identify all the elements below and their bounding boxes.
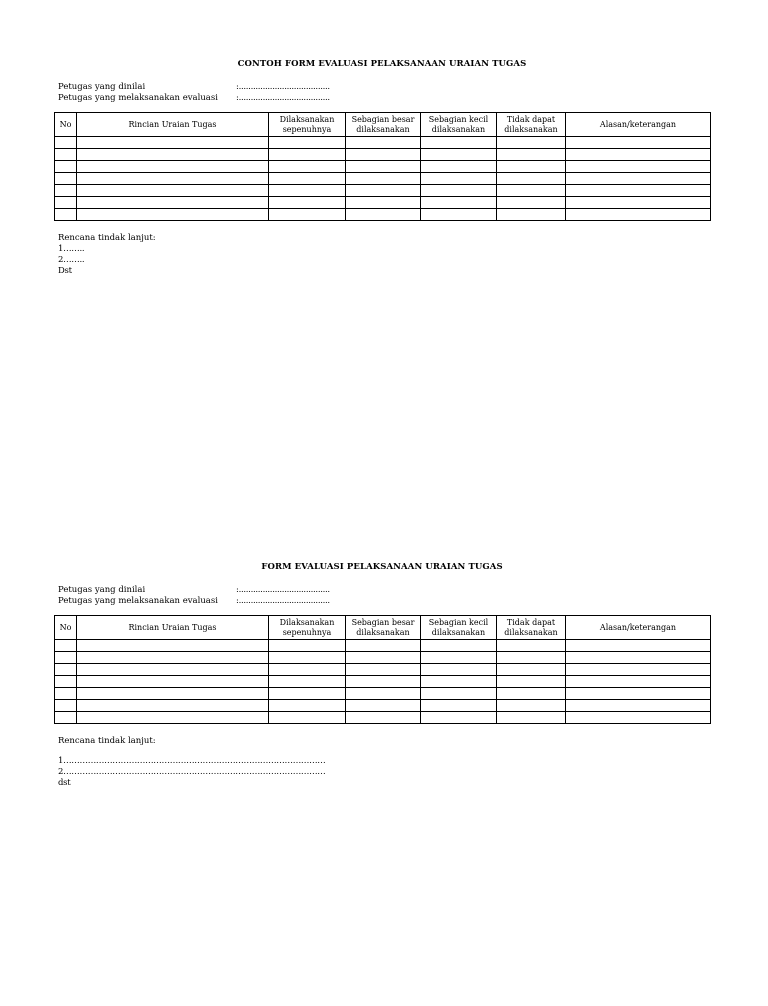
followup-block: [58, 736, 710, 789]
table-cell: [77, 149, 269, 161]
table-row: [55, 137, 711, 149]
table-cell: [566, 652, 711, 664]
table-cell: [566, 664, 711, 676]
table-cell: [497, 712, 566, 724]
table-cell: [497, 676, 566, 688]
followup-line-2: 2……………………………………………………………………………………: [58, 767, 326, 777]
followup-line-3: dst: [58, 778, 71, 788]
column-header-not-done: Tidak dapat dilaksanakan: [497, 616, 566, 640]
table-cell: [77, 161, 269, 173]
column-header-task: Rincian Uraian Tugas: [77, 113, 269, 137]
table-cell: [421, 137, 497, 149]
table-row: [55, 209, 711, 221]
table-cell: [55, 676, 77, 688]
table-cell: [269, 700, 346, 712]
table-cell: [346, 700, 421, 712]
table-row: [55, 688, 711, 700]
followup-block: [58, 233, 710, 277]
info-value: :......................................: [236, 596, 330, 606]
table-cell: [497, 652, 566, 664]
table-cell: [77, 688, 269, 700]
table-cell: [497, 700, 566, 712]
info-block: [58, 82, 710, 104]
table-cell: [566, 676, 711, 688]
table-header-row: [55, 616, 711, 640]
table-cell: [421, 676, 497, 688]
table-cell: [421, 185, 497, 197]
column-header-mostly: Sebagian besar dilaksanakan: [346, 113, 421, 137]
table-cell: [497, 688, 566, 700]
table-cell: [55, 712, 77, 724]
table-body: [55, 137, 711, 221]
column-header-task: Rincian Uraian Tugas: [77, 616, 269, 640]
table-cell: [269, 688, 346, 700]
table-cell: [566, 161, 711, 173]
table-cell: [77, 209, 269, 221]
table-row: [55, 149, 711, 161]
column-header-reason: Alasan/keterangan: [566, 616, 711, 640]
table-cell: [269, 712, 346, 724]
table-cell: [77, 664, 269, 676]
table-cell: [269, 640, 346, 652]
table-cell: [77, 137, 269, 149]
table-row: [55, 640, 711, 652]
info-value: :......................................: [236, 585, 330, 595]
table-cell: [55, 640, 77, 652]
table-cell: [497, 664, 566, 676]
table-row: [55, 712, 711, 724]
table-cell: [497, 161, 566, 173]
followup-line-1: 1……..: [58, 244, 85, 254]
table-cell: [55, 149, 77, 161]
table-cell: [346, 197, 421, 209]
table-cell: [566, 197, 711, 209]
table-cell: [566, 185, 711, 197]
evaluation-table: [54, 615, 711, 724]
table-cell: [566, 209, 711, 221]
table-cell: [566, 640, 711, 652]
followup-label: Rencana tindak lanjut:: [58, 736, 156, 746]
table-cell: [77, 652, 269, 664]
table-cell: [77, 712, 269, 724]
table-cell: [269, 161, 346, 173]
table-cell: [566, 700, 711, 712]
table-cell: [346, 712, 421, 724]
table-cell: [77, 700, 269, 712]
table-cell: [269, 173, 346, 185]
table-cell: [346, 640, 421, 652]
table-row: [55, 652, 711, 664]
table-cell: [421, 688, 497, 700]
table-cell: [269, 209, 346, 221]
table-cell: [55, 197, 77, 209]
table-cell: [497, 137, 566, 149]
table-cell: [346, 161, 421, 173]
table-cell: [269, 652, 346, 664]
table-cell: [346, 137, 421, 149]
table-row: [55, 700, 711, 712]
column-header-not-done: Tidak dapat dilaksanakan: [497, 113, 566, 137]
form-title: FORM EVALUASI PELAKSANAAN URAIAN TUGAS: [261, 562, 503, 572]
table-cell: [421, 173, 497, 185]
table-row: [55, 676, 711, 688]
info-value: :......................................: [236, 82, 330, 92]
table-cell: [55, 185, 77, 197]
table-cell: [346, 173, 421, 185]
form-2: [54, 561, 710, 789]
table-cell: [55, 700, 77, 712]
table-cell: [55, 652, 77, 664]
table-cell: [55, 664, 77, 676]
table-cell: [497, 173, 566, 185]
table-cell: [421, 209, 497, 221]
info-label: Petugas yang dinilai: [58, 82, 146, 92]
column-header-no: No: [55, 616, 77, 640]
column-header-no: No: [55, 113, 77, 137]
evaluation-table: [54, 112, 711, 221]
table-cell: [497, 640, 566, 652]
table-cell: [421, 161, 497, 173]
table-cell: [269, 185, 346, 197]
info-label: Petugas yang melaksanakan evaluasi: [58, 93, 218, 103]
table-cell: [55, 173, 77, 185]
table-row: [55, 197, 711, 209]
table-cell: [77, 640, 269, 652]
table-cell: [269, 676, 346, 688]
table-cell: [421, 640, 497, 652]
table-row: [55, 173, 711, 185]
table-cell: [77, 197, 269, 209]
table-cell: [346, 688, 421, 700]
table-cell: [566, 137, 711, 149]
form-1: [54, 58, 710, 277]
table-cell: [77, 173, 269, 185]
table-cell: [269, 664, 346, 676]
table-row: [55, 185, 711, 197]
column-header-fully: Dilaksanakan sepenuhnya: [269, 616, 346, 640]
table-cell: [566, 149, 711, 161]
table-cell: [421, 197, 497, 209]
column-header-fully: Dilaksanakan sepenuhnya: [269, 113, 346, 137]
table-row: [55, 664, 711, 676]
table-cell: [269, 197, 346, 209]
form-title: CONTOH FORM EVALUASI PELAKSANAAN URAIAN TUGAS: [237, 59, 527, 69]
info-value: :......................................: [236, 93, 330, 103]
table-cell: [497, 197, 566, 209]
table-cell: [421, 652, 497, 664]
spacer: [58, 747, 710, 756]
table-body: [55, 640, 711, 724]
table-cell: [421, 712, 497, 724]
followup-line-2: 2……..: [58, 255, 85, 265]
info-row-evaluator: [58, 93, 710, 104]
info-label: Petugas yang dinilai: [58, 585, 146, 595]
table-cell: [269, 149, 346, 161]
table-cell: [497, 185, 566, 197]
info-block: [58, 585, 710, 607]
column-header-partly: Sebagian kecil dilaksanakan: [421, 113, 497, 137]
table-cell: [421, 700, 497, 712]
followup-line-3: Dst: [58, 266, 72, 276]
table-cell: [269, 137, 346, 149]
table-cell: [346, 209, 421, 221]
followup-line-1: 1……………………………………………………………………………………: [58, 756, 326, 766]
info-row-assessed: [58, 82, 710, 93]
table-cell: [77, 185, 269, 197]
table-cell: [346, 652, 421, 664]
table-cell: [421, 149, 497, 161]
column-header-partly: Sebagian kecil dilaksanakan: [421, 616, 497, 640]
info-label: Petugas yang melaksanakan evaluasi: [58, 596, 218, 606]
table-cell: [566, 173, 711, 185]
table-cell: [346, 185, 421, 197]
column-header-mostly: Sebagian besar dilaksanakan: [346, 616, 421, 640]
table-cell: [346, 664, 421, 676]
table-cell: [346, 149, 421, 161]
info-row-assessed: [58, 585, 710, 596]
table-cell: [566, 712, 711, 724]
table-cell: [497, 149, 566, 161]
column-header-reason: Alasan/keterangan: [566, 113, 711, 137]
table-cell: [55, 688, 77, 700]
table-cell: [566, 688, 711, 700]
table-cell: [55, 161, 77, 173]
table-cell: [497, 209, 566, 221]
table-cell: [421, 664, 497, 676]
table-row: [55, 161, 711, 173]
followup-label: Rencana tindak lanjut:: [58, 233, 156, 243]
table-header-row: [55, 113, 711, 137]
table-cell: [55, 137, 77, 149]
table-cell: [346, 676, 421, 688]
info-row-evaluator: [58, 596, 710, 607]
table-cell: [77, 676, 269, 688]
table-cell: [55, 209, 77, 221]
